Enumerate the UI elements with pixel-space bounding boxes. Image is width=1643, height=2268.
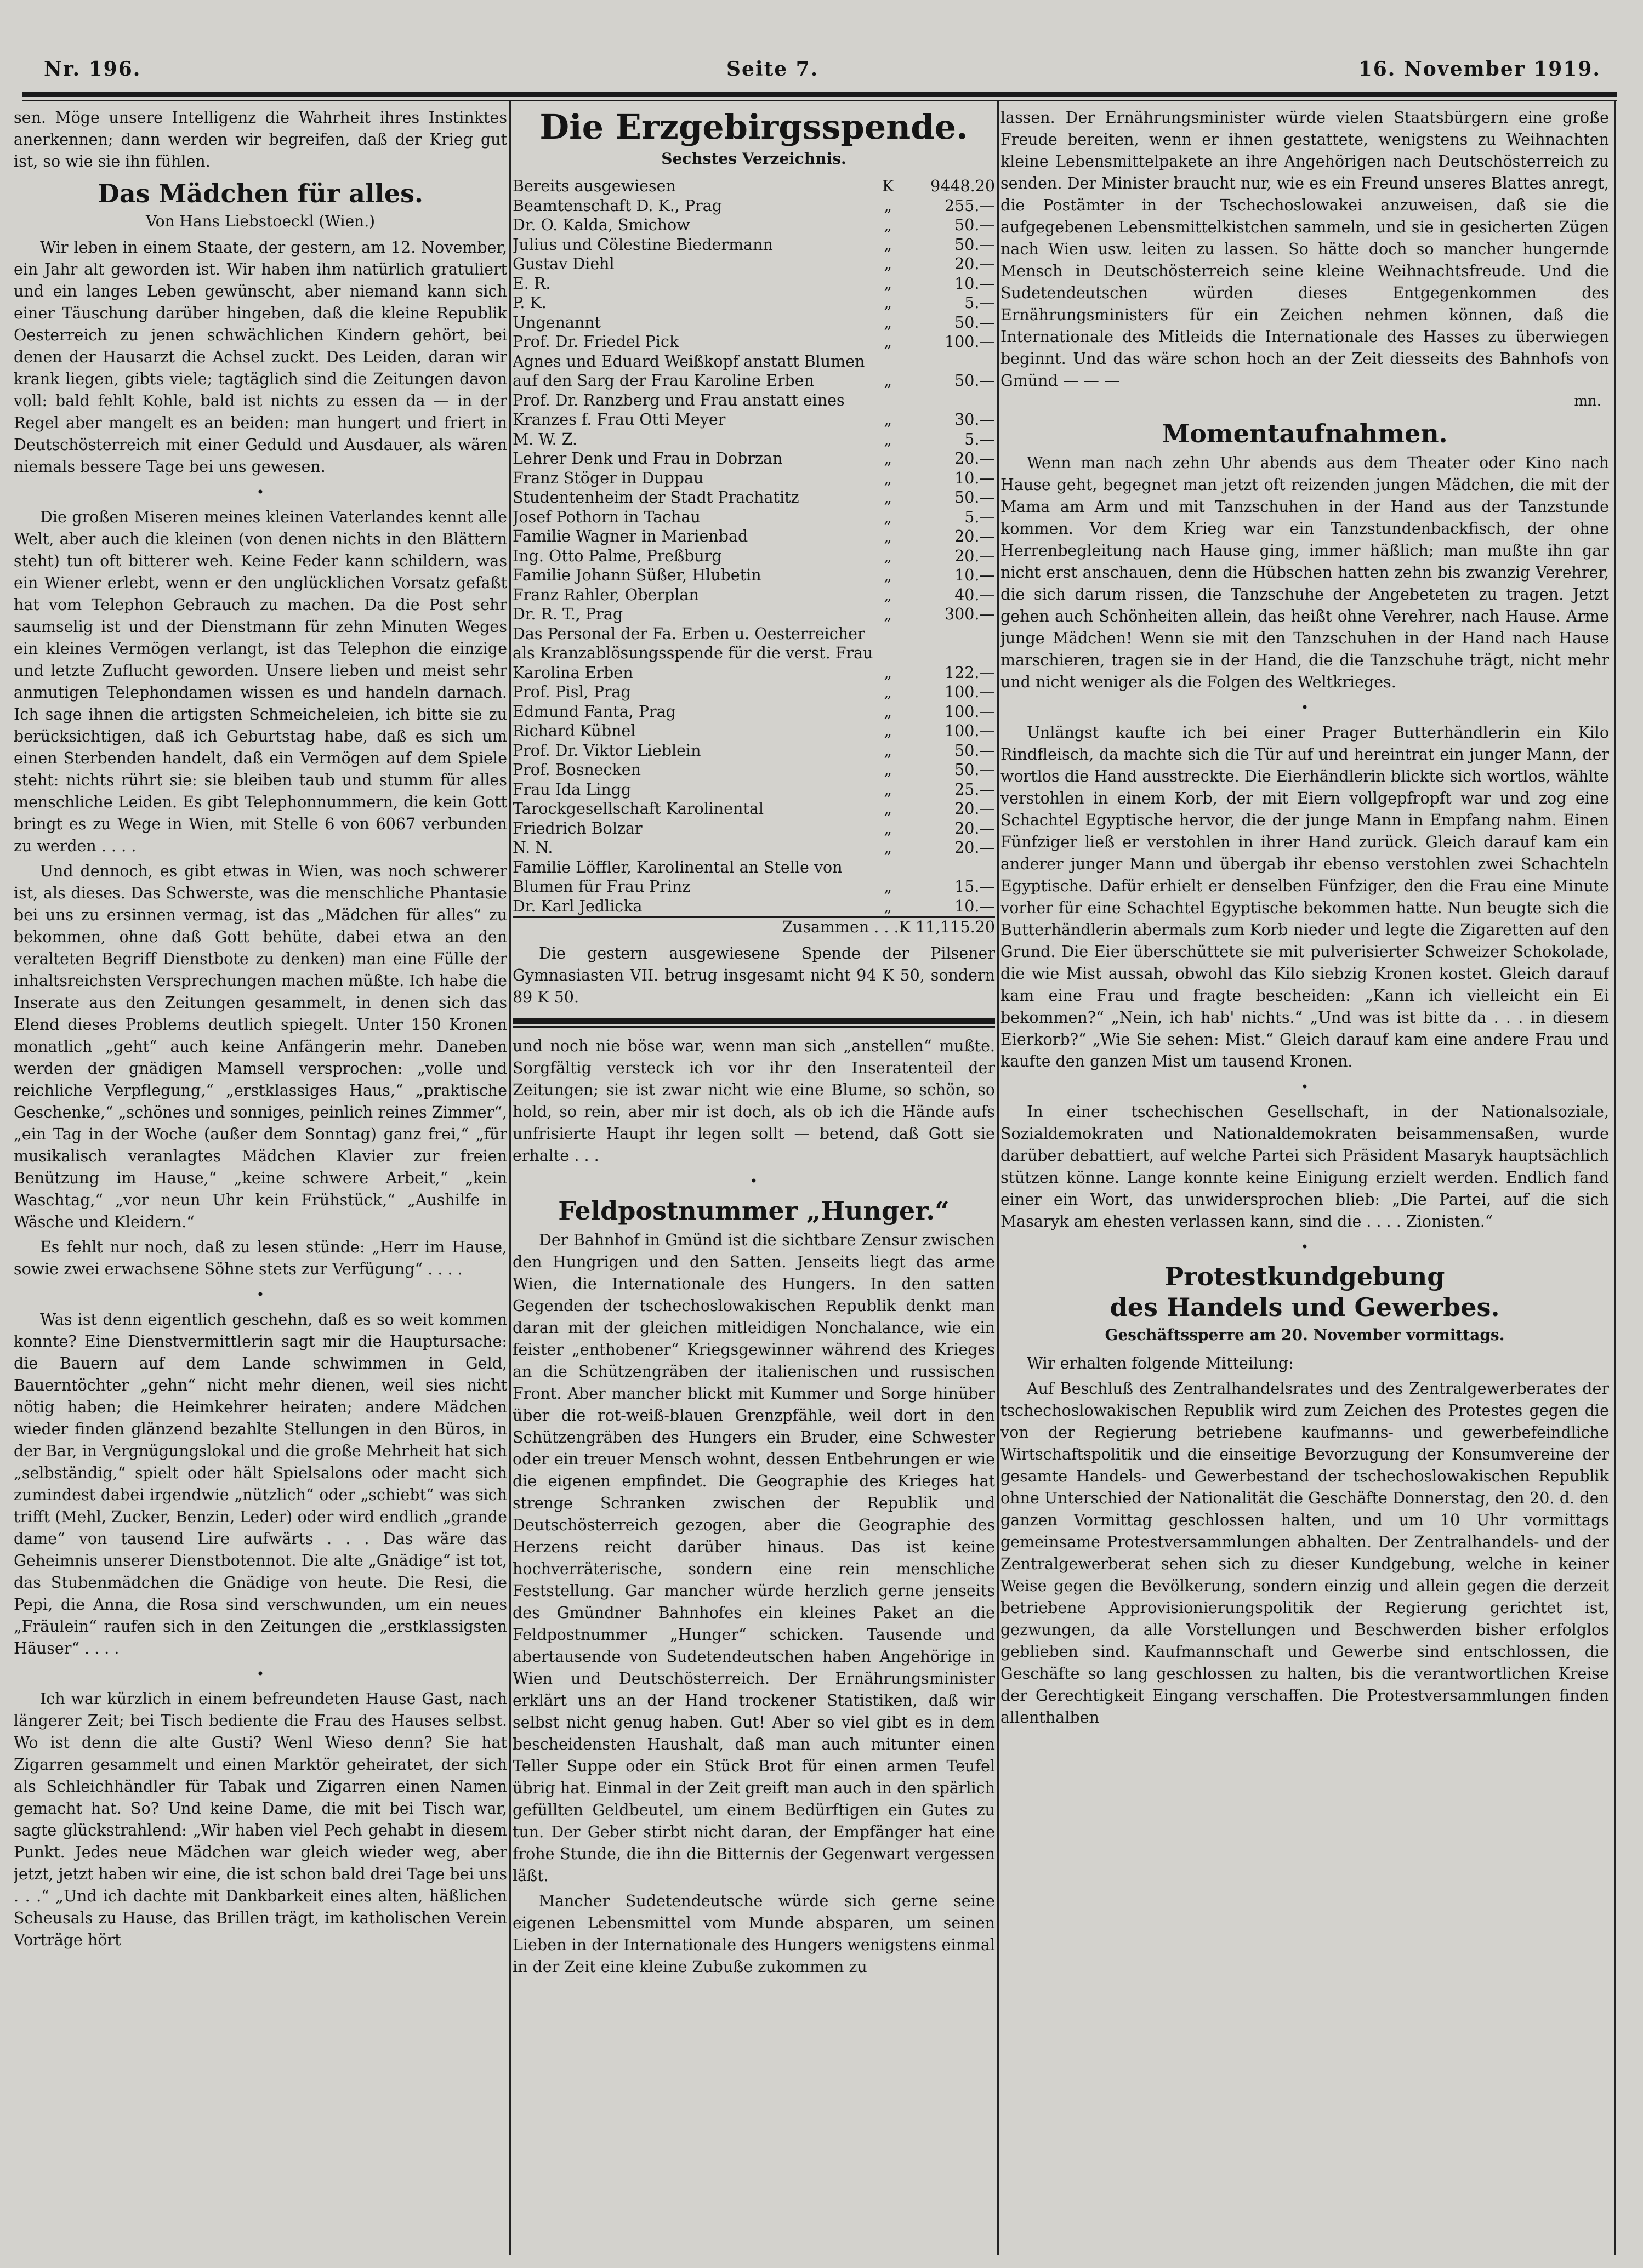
donation-amount: 20.— — [954, 839, 995, 857]
donation-row — [513, 235, 995, 255]
currency-mark: „ — [884, 585, 892, 604]
column-right — [1000, 107, 1609, 2255]
currency-mark: „ — [884, 819, 892, 837]
donation-amount: 50.— — [954, 761, 995, 779]
section-separator: • — [1300, 1079, 1309, 1095]
currency-mark: „ — [884, 527, 892, 545]
donation-amount: 25.— — [954, 780, 995, 799]
donation-amount: 20.— — [954, 527, 995, 545]
donation-amount: 50.— — [954, 488, 995, 506]
donor-name: Josef Pothorn in Tachau — [513, 508, 701, 526]
currency-mark: „ — [884, 839, 892, 857]
paragraph: Die großen Miseren meines kleinen Vaterlandes kennt alle Welt, aber auch die kleinen (von denen nichts in den Blättern steht) tun oft bitterer weh. Keine Feder kann schildern, was ein Wiener erlebt, wenn er den unglücklichen Vorsatz gefaßt hat vom Telephon Gebrauch zu machen. Da die Post sehr saumselig ist und der Dienstmann für zehn Minuten Weges ein kleines Vermögen verlangt, ist das Telephon die einzige und letzte Zuflucht geworden. Unsere lieben und meist sehr anmutigen Telephondamen wissen es und handeln darnach. Ich sage ihnen die artigsten Schmeicheleien, ich bitte sie zu berücksichtigen, daß ich Geburtstag habe, daß es sich um einen Sterbenden handelt, daß ein Vermögen auf dem Spiele steht: nichts rührt sie: sie bleiben taub und stumm für alles menschliche Leiden. Es gibt Telephonnummern, die kein Gott bringt es zu Wege in Wien, mit Stelle 6 von 6067 verbunden zu werden . . . . — [14, 508, 507, 855]
paragraph: Wir erhalten folgende Mitteilung: — [1027, 1354, 1294, 1372]
column-divider — [509, 101, 511, 2255]
donation-row — [513, 352, 995, 391]
donation-row — [513, 527, 995, 546]
total-amount: K 11,115.20 — [899, 917, 995, 937]
donor-name: N. N. — [513, 839, 553, 857]
page-number: Seite 7. — [726, 58, 819, 81]
paragraph: Auf Beschluß des Zentralhandelsrates und des Zentralgewerberates der tschechoslowakischen Republik wird zum Zeichen des Protestes gegen die von der Regierung betriebene kaufmanns- und gewerbefeindliche Wirtschaftspolitik und die einseitige Bevorzugung der Konsumvereine der gesamte Handels- und Gewerbestand der tschechoslowakischen Republik ohne Unterschied der Nationalität die Geschäfte Donnerstag, den 20. d. den ganzen Vormittag geschlossen halten, und um 10 Uhr vormittags gemeinsame Protestversammlungen abhalten. Der Zentralhandels- und der Zentralgewerberat sehen sich zu dieser Kundgebung, welche in keiner Weise gegen die Bevölkerung, sondern einzig und allein gegen die derzeit betriebene Approvisionierungspolitik der Regierung gerichtet ist, gezwungen, da alle Vorstellungen und Beschwerden bisher erfolglos geblieben sind. Kaufmannschaft und Gewerbe sind entschlossen, die Geschäfte so lang geschlossen zu halten, bis die verantwortlichen Kreise der Gerechtigkeit Eingang verschaffen. Die Protestversammlungen finden allenthalben — [1000, 1380, 1609, 1726]
donor-name: Franz Stöger in Duppau — [513, 469, 704, 487]
paragraph: Es fehlt nur noch, daß zu lesen stünde: „Herr im Hause, sowie zwei erwachsene Söhne stets zur Verfügung“ . . . . — [14, 1238, 507, 1278]
donation-list — [513, 176, 995, 937]
donation-amount: 50.— — [954, 372, 995, 390]
donor-name: Dr. R. T., Prag — [513, 605, 623, 623]
column-left — [14, 107, 507, 2255]
currency-mark: „ — [884, 663, 892, 682]
currency-mark: „ — [884, 469, 892, 487]
donation-amount: 100.— — [945, 702, 995, 721]
currency-mark: „ — [884, 333, 892, 351]
donation-row — [513, 858, 995, 897]
donation-total-row — [513, 917, 995, 937]
donation-row — [513, 566, 995, 585]
article-title-line2: des Handels und Gewerbes. — [1110, 1292, 1500, 1322]
section-separator: • — [1300, 700, 1309, 715]
donation-row — [513, 682, 995, 702]
section-rule-thin — [513, 1026, 995, 1028]
currency-mark: „ — [884, 430, 892, 448]
donor-name: E. R. — [513, 274, 551, 293]
header-rule-thin — [22, 100, 1617, 101]
currency-mark: „ — [884, 877, 892, 896]
paragraph: Ich war kürzlich in einem befreundeten Hause Gast, nach längerer Zeit; bei Tisch bediente die Frau des Hauses selbst. Wo ist denn die alte Gusti? Wenl Wieso denn? Sie hat Zigarren gesammelt und einen Marktör geheiratet, der sich als Schleichhändler für Tabak und Zigarren einen Namen gemacht hat. So? Und keine Dame, die mit bei Tisch war, sagte glückstrahlend: „Wir haben viel Pech gehabt in diesem Punkt. Jedes neue Mädchen war gleich wieder weg, aber jetzt, jetzt haben wir eine, die ist schon bald drei Tage bei uns . . .“ „Und ich dachte mit Dankbarkeit eines alten, häßlichen Scheusals zu Hause, das Brillen trägt, im katholischen Verein Vorträge hört — [14, 1690, 507, 1949]
paragraph: In einer tschechischen Gesellschaft, in der Nationalsoziale, Sozialdemokraten und Nationaldemokraten beisammensaßen, wurde darüber debattiert, auf welche Partei sich Präsident Masaryk hauptsächlich stützen könne. Lange konnte keine Einigung erzielt werden. Endlich fand einer ein Wort, das unwidersprochen blieb: „Die Partei, auf die sich Masaryk am ehesten verlassen kann, sind die . . . . Zionisten.“ — [1000, 1103, 1609, 1230]
currency-mark: „ — [884, 741, 892, 760]
paragraph: Und dennoch, es gibt etwas in Wien, was noch schwerer ist, als dieses. Das Schwerste, was die menschliche Phantasie bei uns zu ersinnen vermag, ist das „Mädchen für alles“ zu bekommen, ohne daß Gott behüte, dabei etwa an den veralteten Begriff Dienstbote zu denken) man eine Fülle der inhaltsreichsten Versprechungen machen müßte. Ich habe die Inserate aus den Zeitungen gesammelt, in denen sich das Elend dieses Problems deutlich spiegelt. Unter 150 Kronen monatlich „geht“ auch keine Anfängerin mehr. Daneben werden der gnädigen Mamsell versprochen: „volle und reichliche Verpflegung,“ „erstklassiges Haus,“ „praktische Geschenke,“ „schönes und sonniges, peinlich reines Zimmer“, „ein Tag in der Woche (außer dem Sonntag) ganz frei,“ „für musikalisch veranlagtes Mädchen Klavier zur freien Benützung im Hause,“ „keine schwere Arbeit,“ „kein Waschtag,“ „vor neun Uhr kein Frühstück,“ „Aushilfe in Wäsche und Kleidern.“ — [14, 862, 507, 1231]
currency-mark: „ — [884, 780, 892, 799]
currency-mark: „ — [884, 411, 892, 429]
paragraph: Was ist denn eigentlich geschehn, daß es so weit kommen konnte? Eine Dienstvermittlerin sagt mir die Hauptursache: die Bauern auf dem Lande schwimmen in Geld, Bauerntöchter „gehn“ nicht mehr dienen, weil sies nicht nötig haben; die Heimkehrer heiraten; andere Mädchen wieder finden glänzend bezahlte Stellungen in den Büros, in der Bar, in Vergnügungslokal und die große Mehrheit hat sich „selbständig,“ spielt oder hält Spielsalons oder macht sich zumindest dabei irgendwie „nützlich“ oder „schiebt“ was sich trifft (Mehl, Zucker, Benzin, Leder) oder wird endlich „grande dame“ von tausend Lire aufwärts . . . Das wäre das Geheimnis unserer Dienstbotennot. Die alte „Gnädige“ ist tot, das Stubenmädchen die Gnädige von heute. Die Resi, die Pepi, die Anna, die Rosa sind verschwunden, um ein neues „Fräulein“ raufen sich in den Zeitungen die „erstklassigsten Häuser“ . . . . — [14, 1310, 507, 1657]
donation-amount: 20.— — [954, 546, 995, 565]
section-separator: • — [256, 1287, 265, 1302]
donor-name: Prof. Dr. Viktor Lieblein — [513, 741, 701, 760]
donation-amount: 50.— — [954, 235, 995, 254]
currency-mark: „ — [884, 488, 892, 506]
donor-name: Beamtenschaft D. K., Prag — [513, 196, 722, 215]
donation-amount: 122.— — [945, 663, 995, 682]
article-byline: Von Hans Liebstoeckl (Wien.) — [145, 212, 376, 230]
donor-name: Familie Wagner in Marienbad — [513, 527, 748, 545]
currency-mark: „ — [884, 566, 892, 584]
currency-mark: „ — [884, 546, 892, 565]
donation-row — [513, 624, 995, 683]
donation-row — [513, 449, 995, 469]
currency-mark: „ — [884, 702, 892, 721]
donation-row — [513, 760, 995, 780]
currency-mark: „ — [884, 274, 892, 293]
donor-name: Frau Ida Lingg — [513, 780, 632, 799]
currency-mark: „ — [884, 897, 892, 915]
article-continuation: lassen. Der Ernährungsminister würde vielen Staatsbürgern eine große Freude bereiten, wenn er ihnen gestattete, wenigstens zu Weihnachten kleine Lebensmittelpakete an ihre Angehörigen nach Deutschösterreich zu senden. Der Minister braucht nur, wie es ein Freund unseres Blattes anregt, die Postämter in der Tschechoslowakei anzuweisen, daß sie die aufgegebenen Lebensmittelkistchen sammeln, und sie in gesicherten Zügen nach Wien usw. leiten zu lassen. So hätte doch so mancher hungernde Mensch in Deutschösterreich seine kleine Weihnachtsfreude. Und die Sudetendeutschen würden dieses Entgegenkommen des Ernährungsministers für ein Zeichen nehmen können, daß die Internationale des Mitleids die Internationale des Hasses zu überwiegen beginnt. Und das wäre schon hoch an der Zeit diesseits des Bahnhofs von Gmünd — — — — [1000, 109, 1609, 390]
donor-name: Richard Kübnel — [513, 722, 636, 740]
donation-row — [513, 293, 995, 313]
currency-mark: „ — [884, 761, 892, 779]
donation-amount: 10.— — [954, 566, 995, 584]
donor-name: Familie Löffler, Karolinental an Stelle von Blumen für Frau Prinz — [513, 858, 843, 896]
donation-row — [513, 897, 995, 917]
donation-row — [513, 819, 995, 839]
donor-name: Prof. Pisl, Prag — [513, 683, 631, 701]
donation-row — [513, 546, 995, 566]
donor-name: Das Personal der Fa. Erben u. Oesterreicher als Kranzablösungsspende für die verst. Frau Karolina Erben — [513, 624, 873, 682]
section-separator: • — [749, 1173, 758, 1189]
donation-row — [513, 585, 995, 605]
author-signature: mn. — [1574, 393, 1601, 409]
donation-amount: 10.— — [954, 897, 995, 915]
donor-name: M. W. Z. — [513, 430, 578, 448]
total-label: Zusammen . . . — [513, 917, 899, 937]
donation-amount: 20.— — [954, 255, 995, 273]
donation-amount: 20.— — [954, 449, 995, 468]
column-middle — [513, 107, 995, 2255]
currency-mark: „ — [884, 722, 892, 740]
donation-amount: 15.— — [954, 877, 995, 896]
correction-note: Die gestern ausgewiesene Spende der Pilsener Gymnasiasten VII. betrug insgesamt nicht 94 K 50, sondern 89 K 50. — [513, 944, 995, 1006]
article-continuation: sen. Möge unsere Intelligenz die Wahrheit ihres Instinktes anerkennen; dann werden wir begreifen, daß der Krieg gut ist, so wie sie ihn fühlen. — [14, 109, 507, 170]
donation-row — [513, 215, 995, 235]
donation-row — [513, 741, 995, 761]
article-subtitle: Geschäftssperre am 20. November vormittags. — [1105, 1326, 1505, 1344]
donor-name: Dr. O. Kalda, Smichow — [513, 216, 690, 234]
issue-number: Nr. 196. — [44, 58, 141, 81]
donation-row — [513, 799, 995, 819]
section-separator: • — [1300, 1239, 1309, 1255]
currency-mark: „ — [884, 313, 892, 332]
donation-row — [513, 488, 995, 508]
currency-mark: „ — [884, 605, 892, 623]
donation-row — [513, 838, 995, 858]
donation-amount: 40.— — [954, 585, 995, 604]
donor-name: Ungenannt — [513, 313, 601, 332]
donor-name: Tarockgesellschaft Karolinental — [513, 800, 764, 818]
article-title: Feldpostnummer „Hunger.“ — [558, 1195, 950, 1226]
donation-row — [513, 508, 995, 527]
section-separator: • — [256, 485, 265, 500]
donation-row — [513, 702, 995, 722]
donor-name: Prof. Bosnecken — [513, 761, 641, 779]
currency-mark: „ — [884, 255, 892, 273]
paragraph: Der Bahnhof in Gmünd ist die sichtbare Zensur zwischen den Hungrigen und den Satten. Jenseits liegt das arme Wien, die Internationale des Hungers. In den satten Gegenden der tschechoslowakischen Republik denkt man daran mit der gleichen mitleidigen Nonchalance, wie ein feister „enthobener“ Kriegsgewinner während des Krieges an die Schützengräben der italienischen und russischen Front. Aber mancher blickt mit Kummer und Sorge hinüber über die rot-weiß-blauen Grenzpfähle, weil dort in den Schützengräben des Hungers ein Bruder, eine Schwester oder ein treuer Mensch wohnt, dessen Entbehrungen er wie die eigenen empfindet. Die Geographie des Krieges hat strenge Schranken zwischen der Republik und Deutschösterreich gezogen, aber die Geographie des Herzens reicht darüber hinaus. Das ist keine hochverräterische, sondern eine rein menschliche Feststellung. Gar mancher würde herzlich gerne jenseits des Gmündner Bahnhofes ein kleines Paket an die Feldpostnummer „Hunger“ schicken. Tausende und abertausende von Sudetendeutschen haben Angehörige in Wien und Deutschösterreich. Der Ernährungsminister erklärt uns an der Hand trockener Statistiken, daß wir selbst nicht genug haben. Gut! Aber so viel gibt es in dem bescheidensten Haushalt, daß man auch mitunter einen Teller Suppe oder ein Stück Brot für einen armen Teufel übrig hat. Einmal in der Zeit greift man auch in den spärlich gefüllten Geldbeutel, um einem Bedürftigen ein Gutes zu tun. Der Geber stirbt nicht daran, der Empfänger hat eine frohe Stunde, die ihn die Bitternis der Gegenwart vergessen läßt. — [513, 1230, 995, 1885]
donation-amount: 255.— — [945, 196, 995, 215]
paragraph: Wenn man nach zehn Uhr abends aus dem Theater oder Kino nach Hause geht, begegnet man jetzt oft reizenden jungen Mädchen, die mit der Mama am Arm und mit Tanzschuhen in der Hand aus der Tanzstunde kommen. Vor dem Krieg war ein Tanzstundenbackfisch, der ohne Herrenbegleitung nach Hause ging, immer häßlich; man mußte ihn gar nicht erst anschauen, denn die Hübschen hatten zehn bis zwanzig Verehrer, die sich darum rissen, die Tanzschuhe der Angebeteten zu tragen. Jetzt gehen auch Schönheiten allein, das heißt ohne Verehrer, nach Hause. Arme junge Mädchen! Wenn sie mit den Tanzschuhen in der Hand nach Hause marschieren, tragen sie in der Hand, die die Tanzschuhe trägt, nicht mehr und nicht weniger als die Folgen des Weltkrieges. — [1000, 454, 1609, 691]
donation-amount: 9448.20 — [930, 177, 995, 195]
column-divider — [1614, 101, 1616, 2255]
donation-amount: 100.— — [945, 333, 995, 351]
donation-row — [513, 332, 995, 352]
donation-title: Die Erzgebirgsspende. — [539, 107, 968, 147]
paragraph: Wir leben in einem Staate, der gestern, am 12. November, ein Jahr alt geworden ist. Wir haben ihm natürlich gratuliert und ein langes Leben gewünscht, aber niemand kann sich einer Täuschung darüber hingeben, daß die kleine Republik Oesterreich zu jenen schwächlichen Kindern gehört, bei denen der Hausarzt die Achsel zuckt. Des Leiden, daran wir krank liegen, gibts viele; tagtäglich sind die Zeitungen davon voll: bald fehlt Kohle, bald ist nichts zu essen da — in der Regel aber mangelt es an beiden: man hungert und friert in Deutschösterreich mit einer Geduld und Ausdauer, als wären niemals bessere Tage bei uns gewesen. — [14, 238, 507, 476]
donor-name: Ing. Otto Palme, Preßburg — [513, 546, 722, 565]
donation-amount: 50.— — [954, 313, 995, 332]
donation-row — [513, 176, 995, 196]
donor-name: Julius und Cölestine Biedermann — [513, 235, 773, 254]
article-title: Momentaufnahmen. — [1162, 419, 1448, 448]
donation-amount: 10.— — [954, 274, 995, 293]
currency-mark: „ — [884, 683, 892, 701]
donation-row — [513, 469, 995, 488]
donor-name: Familie Johann Süßer, Hlubetin — [513, 566, 761, 584]
donation-amount: 5.— — [964, 508, 995, 526]
donor-name: Lehrer Denk und Frau in Dobrzan — [513, 449, 783, 468]
donation-amount: 50.— — [954, 216, 995, 234]
donation-row — [513, 430, 995, 449]
currency-mark: „ — [884, 196, 892, 215]
donation-amount: 100.— — [945, 722, 995, 740]
issue-date: 16. November 1919. — [1358, 58, 1601, 81]
donor-name: Friedrich Bolzar — [513, 819, 643, 837]
header-rule — [22, 92, 1617, 97]
donation-row — [513, 391, 995, 430]
donation-row — [513, 313, 995, 333]
currency-mark: „ — [884, 294, 892, 312]
donation-row — [513, 274, 995, 294]
donor-name: P. K. — [513, 294, 547, 312]
currency-mark: „ — [884, 508, 892, 526]
paragraph: Unlängst kaufte ich bei einer Prager Butterhändlerin ein Kilo Rindfleisch, da machte sich die Tür auf und hereintrat ein junger Mann, der wortlos die Hand ausstreckte. Die Eierhändlerin blickte sich wortlos, wählte verstohlen in einem Korb, der mit Eiern vollgepfropft war und zog eine Schachtel Egyptische hervor, die der junge Mann in Empfang nahm. Einen Fünfziger ließ er verstohlen in ihrer Hand zurück. Gleich darauf kam ein anderer junger Mann und übergab ihr ebenso verstohlen zwei Schachteln Egyptische. Dafür erhielt er denselben Fünfziger, den die Frau eine Minute vorher für eine Schachtel Egyptische bekommen hatte. Nun beugte sich die Butterhändlerin abermals zum Korb nieder und legte die Zigaretten auf den Grund. Die Eier überschüttete sie mit pulverisierter Schweizer Schokolade, die wie Mist aussah, obwohl das Kilo siebzig Kronen kostet. Gleich darauf kam eine Frau und fragte bescheiden: „Kann ich vielleicht ein Ei bekommen?“ „Nein, ich hab' nichts.“ „Und was ist bitte da . . . in diesem Eierkorb?“ „Wie Sie sehen: Mist.“ Gleich darauf kam eine andere Frau und kaufte den ganzen Mist um tausend Kronen. — [1000, 723, 1609, 1070]
article-continuation: und noch nie böse war, wenn man sich „anstellen“ mußte. Sorgfältig versteck ich vor ihr den Inseratenteil der Zeitungen; sie ist zwar nicht wie eine Blume, so schön, so hold, so rein, aber mir ist doch, als ob ich die Hände aufs unfrisierte Haupt ihr legen sollt — betend, daß Gott sie erhalte . . . — [513, 1036, 995, 1165]
donation-subtitle: Sechstes Verzeichnis. — [661, 150, 846, 168]
donor-name: Prof. Dr. Ranzberg und Frau anstatt eines Kranzes f. Frau Otti Meyer — [513, 391, 845, 429]
paragraph: Mancher Sudetendeutsche würde sich gerne seine eigenen Lebensmittel vom Munde absparen, um seinen Lieben in der Internationale des Hungers wenigstens einmal in der Zeit eine kleine Zubuße zukommen zu — [513, 1891, 995, 1976]
donation-row — [513, 254, 995, 274]
section-separator: • — [256, 1666, 265, 1682]
article-title: Das Mädchen für alles. — [97, 179, 424, 208]
donation-row — [513, 721, 995, 741]
currency-mark: „ — [884, 235, 892, 254]
donor-name: Prof. Dr. Friedel Pick — [513, 333, 679, 351]
article-title: Protestkundgebung — [1164, 1262, 1445, 1291]
donor-name: Gustav Diehl — [513, 255, 615, 273]
donor-name: Bereits ausgewiesen — [513, 177, 676, 195]
donor-name: Studentenheim der Stadt Prachatitz — [513, 488, 799, 506]
donation-amount: 5.— — [964, 430, 995, 448]
section-rule — [513, 1018, 995, 1024]
currency-mark: K — [882, 177, 894, 195]
donation-row — [513, 605, 995, 624]
currency-mark: „ — [884, 216, 892, 234]
donation-amount: 300.— — [945, 605, 995, 623]
donation-amount: 10.— — [954, 469, 995, 487]
donation-amount: 50.— — [954, 741, 995, 760]
donor-name: Dr. Karl Jedlicka — [513, 897, 643, 915]
donor-name: Agnes und Eduard Weißkopf anstatt Blumen auf den Sarg der Frau Karoline Erben — [513, 352, 865, 390]
donor-name: Edmund Fanta, Prag — [513, 702, 676, 721]
column-divider — [997, 101, 999, 2255]
donation-amount: 5.— — [964, 294, 995, 312]
currency-mark: „ — [884, 449, 892, 468]
donation-amount: 30.— — [954, 411, 995, 429]
donation-amount: 20.— — [954, 800, 995, 818]
currency-mark: „ — [884, 372, 892, 390]
donation-amount: 100.— — [945, 683, 995, 701]
page-header — [33, 58, 1612, 90]
donation-amount: 20.— — [954, 819, 995, 837]
currency-mark: „ — [884, 800, 892, 818]
donation-row — [513, 780, 995, 800]
donation-row — [513, 196, 995, 216]
donor-name: Franz Rahler, Oberplan — [513, 585, 699, 604]
